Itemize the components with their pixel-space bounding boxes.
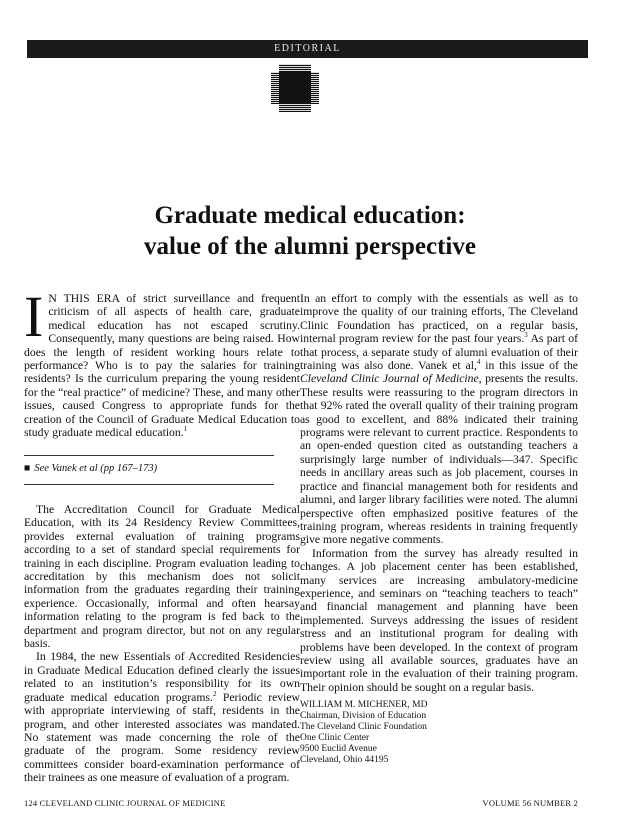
journal-logo-icon — [271, 64, 319, 112]
divider-bottom — [24, 484, 274, 485]
footer-journal: 124 CLEVELAND CLINIC JOURNAL OF MEDICINE — [24, 798, 226, 808]
title-line-1: Graduate medical education: — [154, 202, 466, 229]
paragraph-survey: Information from the survey has already resulted in changes. A job placement center has been established, many services are increasing ambulatory-medicine experience, and seminars on “teaching teachers to teach” and financial management and planning have been implemented. Surveys addressing the issues of resident stress and an institutional program for dealing with problems have been developed. In the context of program review using all available sources, graduates have an important role in the evaluation of their training program. Their opinion should be sought on a regular basis. — [300, 546, 578, 694]
square-bullet-icon: ■ — [24, 463, 31, 474]
right-column — [300, 292, 578, 766]
title-line-2: value of the alumni perspective — [144, 233, 476, 260]
signature-block: WILLIAM M. MICHENER, MD Chairman, Division of Education The Cleveland Clinic Foundation One Clinic Center 9500 Euclid Avenue Cleveland, Ohio 44195 — [300, 700, 578, 766]
paragraph-accreditation: The Accreditation Council for Graduate Medical Education, with its 24 Residency Review Committees, provides external evaluation of training programs according to a set of standard special requirements for training in each discipline. Program evaluation leading to accreditation by this mechanism does not solicit information from the graduates regarding their training experience. Occasionally, informal and often hearsay information relating to the program is fed back to the department and program director, but not on any regular basis. — [24, 503, 300, 651]
footer-volume: VOLUME 56 NUMBER 2 — [482, 798, 578, 808]
left-column-intro — [24, 284, 300, 440]
intro-paragraph: I N THIS ERA of strict surveillance and frequent criticism of all aspects of health care, graduate medical education has not escaped scrutiny. Consequently, many questions are being raised. How does the length of resident working hours relate to performance? Who is to pay the salaries for training residents? Is the curriculum preparing the young resident for the “real practice” of medicine? These, and many other issues, caused Congress to appropriate funds for the creation of the Council of Graduate Medical Education to study graduate medical education.$^1$ — [24, 284, 300, 440]
paragraph-comply: In an effort to comply with the essentials as well as to improve the quality of our training efforts, The Cleveland Clinic Foundation has practiced, on a regular basis, internal program review for the past four years.$^3$ As part of that process, a separate study of alumni evaluation of their training was also done. Vanek et al,$^4$ in this issue of the Cleveland Clinic Journal of Medicine, presents the results. These results were reassuring to the program directors in that 92% rated the overall quality of their training program as good to excellent, and 88% indicated their training programs were relevant to current practice. Respondents to an open-ended question cited as outstanding teachers a surprisingly large number of individuals—347. Specific needs in ancillary areas such as job placement, courses in practice and financial management both for residents and alumni, and larger library facilities were noted. The alumni perspective often emphasized positive features of the training program, whereas residents in training frequently give more negative comments. — [300, 292, 579, 547]
paragraph-essentials: In 1984, the new Essentials of Accredited Residencies in Graduate Medical Education defined clearly the issues related to an institution’s responsibility for its own graduate medical education programs.$^2$ Periodic review with appropriate interviewing of staff, residents in the program, and other interested associates was mandated. No statement was made concerning the role of the graduate of the program. Some residency review committees consider board-examination performance of their trainees as one measure of evaluation of a program. — [24, 650, 300, 785]
see-reference: ■ See Vanek et al (pp 167–173) — [24, 463, 158, 474]
divider-top — [24, 455, 274, 456]
left-column-body — [24, 503, 300, 785]
article-title — [0, 200, 620, 262]
author-name: WILLIAM M. MICHENER, MD — [300, 700, 428, 711]
drop-cap: I — [24, 284, 44, 349]
journal-name: Cleveland Clinic Journal of Medicine — [300, 372, 479, 386]
section-banner: EDITORIAL — [27, 40, 588, 58]
